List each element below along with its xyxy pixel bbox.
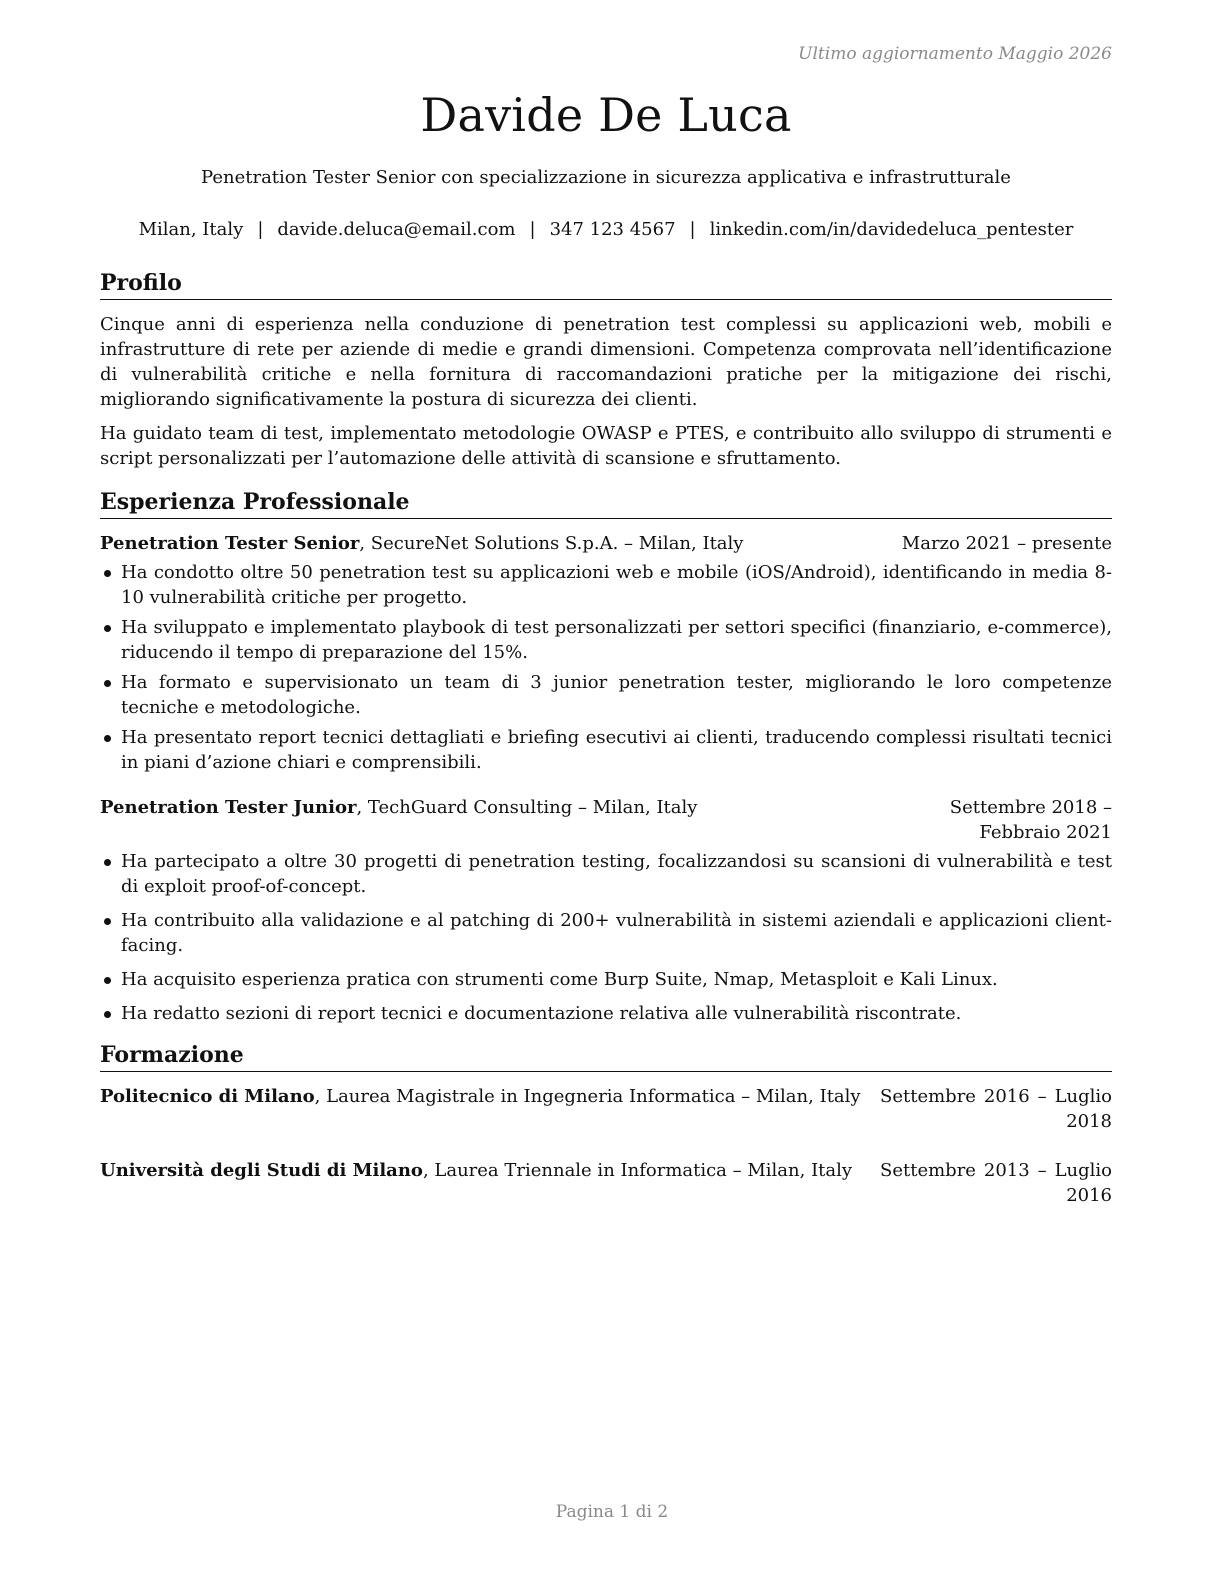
education-title-line (100, 1084, 880, 1134)
contact-line (100, 219, 1112, 240)
section-profile (100, 268, 1112, 471)
headline: Penetration Tester Senior con specializzazione in sicurezza applicativa e infrastrutturale (201, 167, 1011, 188)
education-degree: , Laurea Triennale in Informatica – Milan, Italy (422, 1160, 853, 1181)
bullet-text: Ha acquisito esperienza pratica con strumenti come Burp Suite, Nmap, Metasploit e Kali Linux. (121, 969, 998, 990)
education-entry (100, 1158, 1112, 1208)
profile-paragraph: Ha guidato team di test, implementato metodologie OWASP e PTES, e contribuito allo sviluppo di strumenti e script personalizzati per l’automazione delle attività di scansione e sfruttamento. (100, 423, 1112, 469)
bullet-dot (104, 735, 111, 742)
list-item (100, 725, 1112, 775)
bullet-dot (104, 570, 111, 577)
bullet-text: Ha formato e supervisionato un team di 3 junior penetration tester, migliorando le loro competenze tecniche e metodologiche. (121, 672, 1112, 718)
job-entry (100, 795, 1112, 1026)
education-title-line (100, 1158, 880, 1208)
education-header (100, 1084, 1112, 1134)
bullet-text: Ha partecipato a oltre 30 progetti di penetration testing, focalizzandosi su scansioni di vulnerabilità e test di exploit proof-of-concept. (121, 851, 1112, 897)
bullet-dot (104, 859, 111, 866)
list-item (100, 849, 1112, 899)
job-title-line (100, 795, 872, 845)
education-school: Università degli Studi di Milano (100, 1160, 423, 1181)
job-header (100, 795, 1112, 845)
education-dates: Settembre 2013 – Luglio 2016 (880, 1160, 1112, 1206)
bullet-dot (104, 977, 111, 984)
list-item (100, 1001, 1112, 1026)
list-item (100, 670, 1112, 720)
section-education (100, 1040, 1112, 1208)
contact-email[interactable]: davide.deluca@email.com (277, 219, 516, 240)
education-header (100, 1158, 1112, 1208)
contact-separator: | (257, 219, 264, 240)
education-dates: Settembre 2016 – Luglio 2018 (880, 1086, 1112, 1132)
list-item (100, 615, 1112, 665)
job-role: Penetration Tester Senior (100, 533, 360, 554)
job-dates: Settembre 2018 – Febbraio 2021 (949, 797, 1112, 843)
contact-separator: | (529, 219, 536, 240)
list-item (100, 908, 1112, 958)
bullet-dot (104, 1011, 111, 1018)
last-updated: Ultimo aggiornamento Maggio 2026 (798, 44, 1112, 64)
bullet-text: Ha presentato report tecnici dettagliati e briefing esecutivi ai clienti, traducendo complessi risultati tecnici in piani d’azione chiari e comprensibili. (121, 727, 1112, 773)
resume-content (100, 268, 1112, 1222)
section-experience (100, 487, 1112, 1026)
job-company: , SecureNet Solutions S.p.A. – Milan, Italy (359, 533, 744, 554)
contact-location: Milan, Italy (138, 219, 244, 240)
profile-paragraph: Cinque anni di esperienza nella conduzione di penetration test complessi su applicazioni web, mobili e infrastrutture di rete per aziende di medie e grandi dimensioni. Competenza comprovata nell’identificazione di vulnerabilità critiche e nella fornitura di raccomandazioni pratiche per la mitigazione dei rischi, migliorando significativamente la postura di sicurezza dei clienti. (100, 314, 1112, 410)
job-title-line (100, 531, 902, 556)
candidate-name: Davide De Luca (420, 88, 792, 142)
resume-page (100, 0, 1112, 1584)
list-item (100, 967, 1112, 992)
bullet-text: Ha condotto oltre 50 penetration test su applicazioni web e mobile (iOS/Android), identificando in media 8-10 vulnerabilità critiche per progetto. (121, 562, 1112, 608)
job-bullets (100, 849, 1112, 1026)
bullet-dot (104, 918, 111, 925)
job-bullets (100, 560, 1112, 775)
job-dates: Marzo 2021 – presente (901, 533, 1112, 554)
education-school: Politecnico di Milano (100, 1086, 315, 1107)
bullet-text: Ha sviluppato e implementato playbook di test personalizzati per settori specifici (finanziario, e-commerce), riducendo il tempo di preparazione del 15%. (121, 617, 1112, 663)
page-number: Pagina 1 di 2 (555, 1502, 669, 1522)
bullet-dot (104, 625, 111, 632)
job-company: , TechGuard Consulting – Milan, Italy (356, 797, 698, 818)
contact-separator: | (689, 219, 696, 240)
section-title: Esperienza Professionale (100, 487, 1112, 519)
bullet-text: Ha redatto sezioni di report tecnici e documentazione relativa alle vulnerabilità riscontrate. (121, 1003, 962, 1024)
list-item (100, 560, 1112, 610)
section-title: Formazione (100, 1040, 1112, 1072)
job-role: Penetration Tester Junior (100, 797, 357, 818)
education-entry (100, 1084, 1112, 1134)
bullet-dot (104, 680, 111, 687)
section-title: Profilo (100, 268, 1112, 300)
job-entry (100, 531, 1112, 775)
education-degree: , Laurea Magistrale in Ingegneria Informatica – Milan, Italy (314, 1086, 861, 1107)
contact-phone: 347 123 4567 (549, 219, 676, 240)
bullet-text: Ha contribuito alla validazione e al patching di 200+ vulnerabilità in sistemi aziendali e applicazioni client-facing. (121, 910, 1112, 956)
contact-linkedin[interactable]: linkedin.com/in/davidedeluca_pentester (709, 219, 1074, 240)
job-header (100, 531, 1112, 556)
